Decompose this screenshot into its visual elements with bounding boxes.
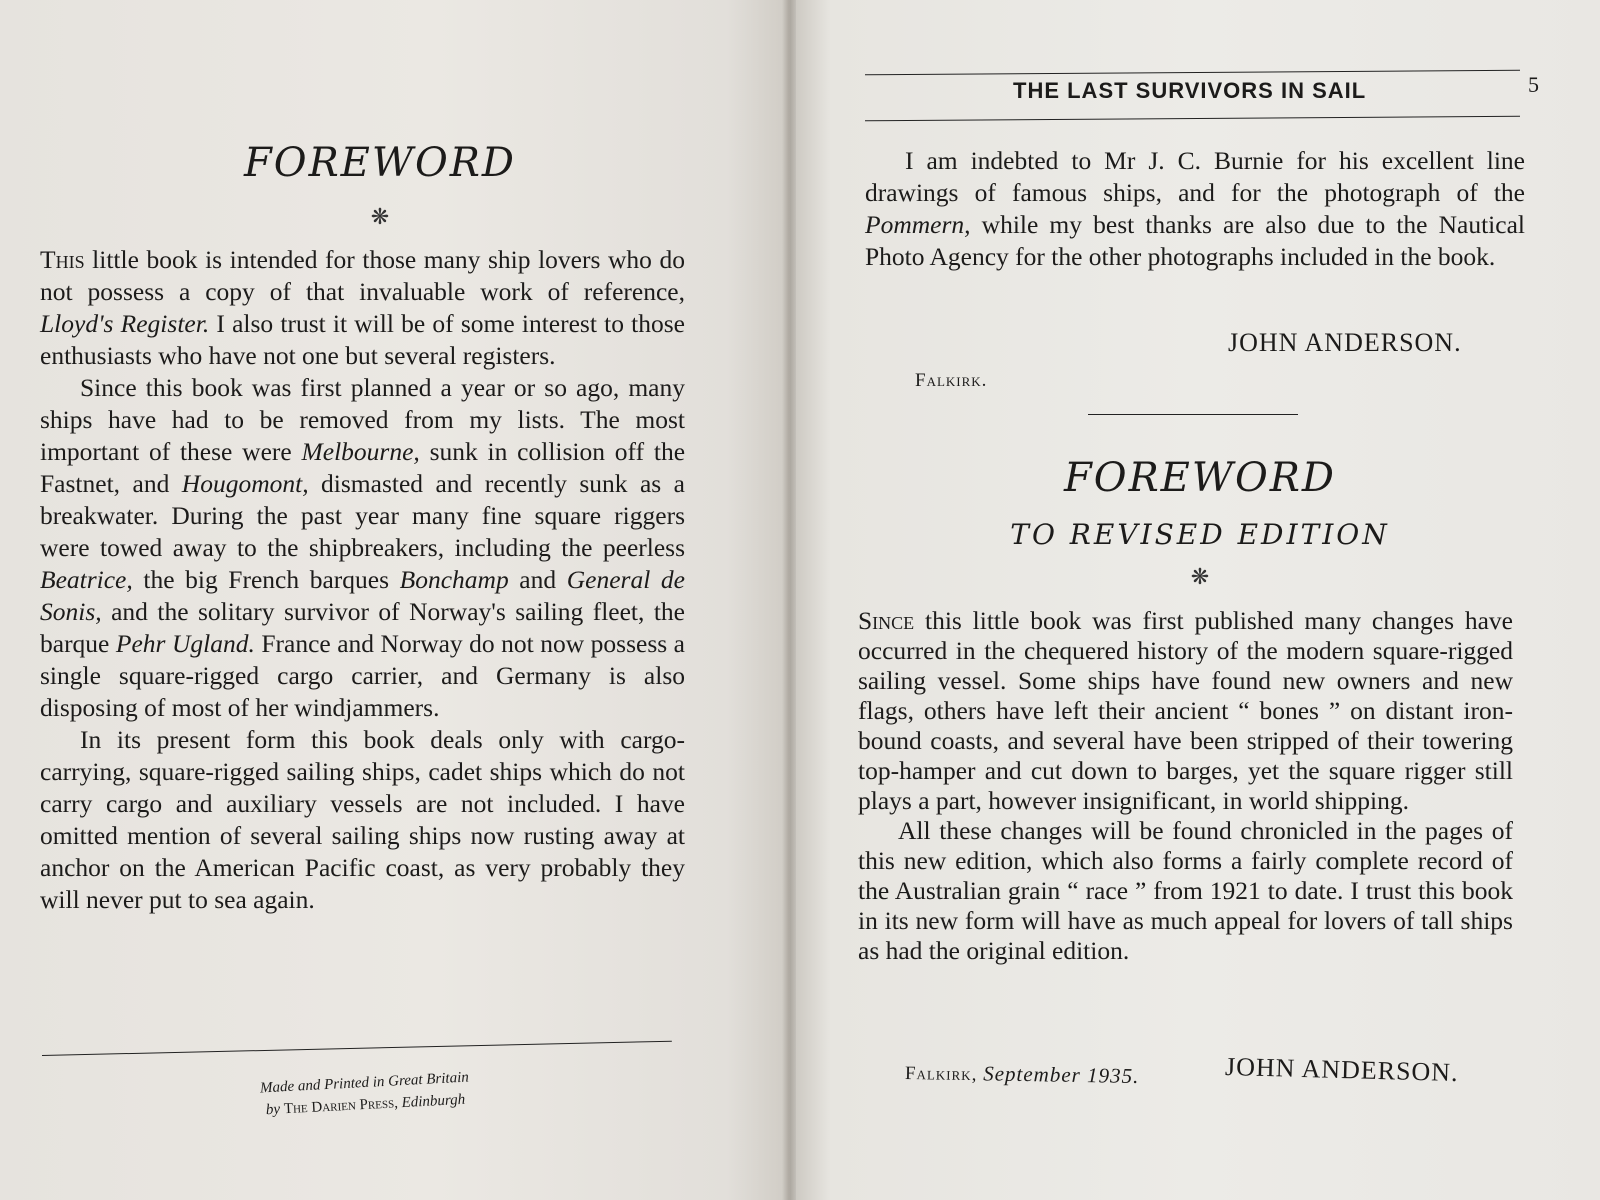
revised-foreword-heading: FOREWORD xyxy=(1064,455,1336,501)
place-2 xyxy=(905,1060,1140,1089)
foreword-heading: FOREWORD xyxy=(244,140,516,186)
ship-name: Bonchamp xyxy=(399,565,509,594)
ack-paragraph-1: I am indebted to Mr J. C. Burnie for his excellent line drawings of famous ships, and for the photograph of the Pommern, while my best thanks are also due to the Nautical Photo Agency for the other photographs included in the book. xyxy=(865,146,1525,271)
bottom-rule xyxy=(42,1041,672,1056)
page-number: 5 xyxy=(1528,72,1540,97)
ship-name: Lloyd's Register. xyxy=(40,309,210,338)
place-2-town: Falkirk, xyxy=(904,1062,978,1086)
left-page xyxy=(0,0,790,1200)
imprint-line-1: Made and Printed in Great Britain xyxy=(259,1069,470,1097)
imprint-by: by xyxy=(265,1101,281,1119)
foreword-body xyxy=(40,244,685,916)
left-paragraph-3: In its present form this book deals only with cargo-carrying, square-rigged sailing ships, cadet ships which do not carry cargo and auxiliary vessels are not included. I have omitted mention of several sailing ships now rusting away at anchor on the American Pacific coast, as very probably they will never put to sea again. xyxy=(40,725,685,914)
imprint-city: Edinburgh xyxy=(401,1091,466,1112)
ship-name: Melbourne, xyxy=(301,437,420,466)
drop-lead-word: Since xyxy=(858,606,915,635)
imprint-press: The Darien Press, xyxy=(283,1095,399,1118)
ship-name: Pehr Ugland. xyxy=(115,629,255,658)
left-paragraph-2: Since this book was first planned a year or so ago, many ships have had to be removed from my lists. The most important of these were Melbourne, sunk in collision off the Fastnet, and Hougomont, dismasted and recently sunk as a breakwater. During the past year many fine square riggers were towed away to the shipbreakers, including the peerless Beatrice, the big French barques Bonchamp and General de Sonis, and the solitary survivor of Norway's sailing fleet, the barque Pehr Ugland. France and Norway do not now possess a single square-rigged cargo carrier, and Germany is also disposing of most of her windjammers. xyxy=(40,373,686,722)
date-2: September 1935. xyxy=(982,1061,1140,1089)
ornament-icon: ❋ xyxy=(370,204,390,229)
right-page xyxy=(790,0,1600,1200)
revised-paragraph-2: All these changes will be found chronicled in the pages of this new edition, which also forms a fairly complete record of the Australian grain “ race ” from 1921 to date. I trust this book in its new form will have as much appeal for lovers of tall ships as had the original edition. xyxy=(858,816,1513,965)
ship-name: Pommern, xyxy=(865,210,971,239)
header-rule-top xyxy=(865,70,1520,76)
drop-lead-word: This xyxy=(40,245,85,274)
ship-name: General de Sonis, xyxy=(40,565,685,626)
ship-name: Hougomont, xyxy=(181,469,309,498)
signature-2: JOHN ANDERSON. xyxy=(1224,1051,1459,1088)
running-head: THE LAST SURVIVORS IN SAIL xyxy=(1013,78,1367,103)
left-paragraph-1: This little book is intended for those many ship lovers who do not possess a copy of that invaluable work of reference, Lloyd's Register. I also trust it will be of some interest to those enthusiasts who have not one but several registers. xyxy=(40,245,685,370)
signature-1: JOHN ANDERSON. xyxy=(1228,328,1462,357)
ornament-icon-2: ❋ xyxy=(1190,564,1210,589)
section-divider xyxy=(1088,414,1298,415)
place-1: Falkirk. xyxy=(915,370,988,391)
acknowledgement-paragraph xyxy=(865,145,1525,273)
ship-name: Beatrice, xyxy=(40,565,133,594)
revised-subheading: TO REVISED EDITION xyxy=(1010,518,1390,551)
header-rule-bottom xyxy=(865,116,1520,122)
printer-imprint xyxy=(214,1064,516,1124)
revised-foreword-body xyxy=(858,606,1513,966)
revised-paragraph-1: Since this little book was first published many changes have occurred in the chequered history of the modern square-rigged sailing vessel. Some ships have found new owners and new flags, others have left their ancient “ bones ” on distant iron-bound coasts, and several have been stripped of their towering top-hamper and cut down to barges, yet the square rigger still plays a part, however insignificant, in world shipping. xyxy=(858,606,1513,815)
book-gutter xyxy=(782,0,796,1200)
